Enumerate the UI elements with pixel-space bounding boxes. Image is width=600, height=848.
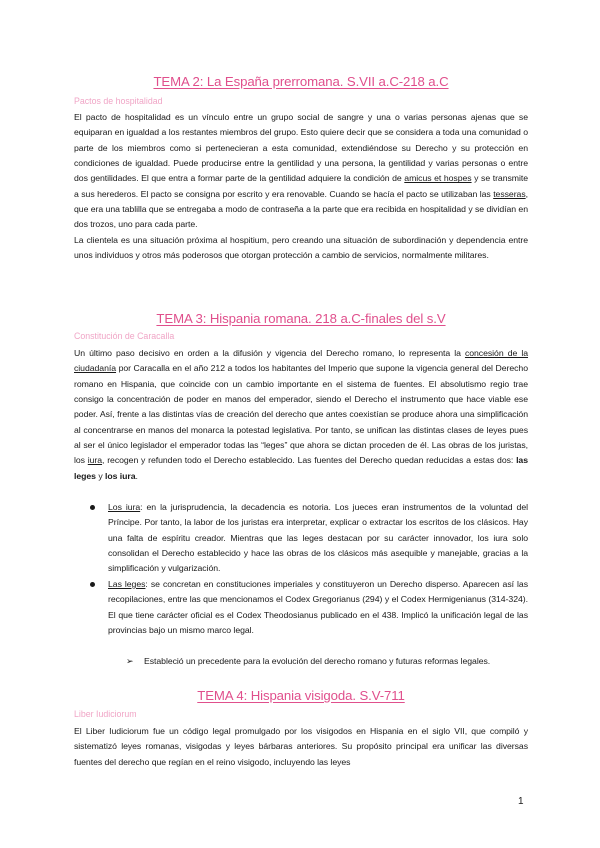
bold-las-leges: las leges [74,455,528,481]
sub-bullet-item [74,654,528,669]
bullet-term: Los iura [108,502,141,512]
term-concesion-ciudadania: concesión de la ciudadanía [74,348,529,374]
tema2-title: TEMA 2: La España prerromana. S.VII a.C-218 a.C [153,74,449,89]
text-run: por Caracalla en el año 212 a todos los habitantes del Imperio que supone la vigencia general del Derecho romano en Hispania, que coincide con un cambio importante en el sistema de fuentes. El absolutismo regio trae consigo la concentración de poder en manos del emperador, siendo el Derecho el instrumento que hace viable ese poder. Así, frente a las distintas vías de creación del derecho que antes coexistían se produce ahora una simplificación al concentrarse en manos del monarca la potestad legislativa. Por tanto, se unifican las distintas clases de leyes pues al ser el único legislador el emperador todas las “leges” que ahora se dictan proceden de él. Las obras de los juristas, los [74,363,528,466]
bullet-text [108,577,528,638]
sub-bullet-text: Estableció un precedente para la evolución del derecho romano y futuras reformas legales. [144,656,491,666]
bold-los-iura: los iura [105,470,136,481]
tema3-body [74,346,528,484]
bullet-dot-icon [90,505,95,510]
text-run: , recogen y refunden todo el Derecho establecido. Las fuentes del Derecho quedan reducidas a estas dos: [102,455,517,466]
text-run: , que era una tablilla que se entregaba a modo de contraseña a la parte que era recibida en hospitalidad y se dividían en dos trozos, uno para cada parte. [74,188,528,230]
text-run: El pacto de hospitalidad es un vínculo entre un grupo social de sangre y una o varias personas ajenas que se equiparan en igualdad a los restantes miembros del grupo. Esto quiere decir que se considera a toda una comunidad o parte de los miembros como si pertenecieran a esta comunidad, extendiéndose su Derecho y su protección en condiciones de igualdad. Puede producirse entre la gentilidad y una persona, la gentilidad y varias personas o entre dos gentilidades. El que entra a formar parte de la gentilidad adquiere la condición de [74,112,528,184]
text-run: : en la jurisprudencia, la decadencia es notoria. Los jueces eran instrumentos de la voluntad del Príncipe. Por tanto, la labor de los juristas era interpretar, explicar o extractar los escritos de los clásicos. Hay una falta de espíritu creador. Mientras que las leges destacan por su carácter innovador, los iura solo consolidan el Derecho establecido y hace las obras de los clásicos más asequible y manejable, gracias a la simplificación y vulgarización. [108,502,528,574]
bullet-term: Las leges [108,579,146,589]
tema3-subheading: Constitución de Caracalla [74,331,175,341]
text-run: y [95,470,105,481]
arrow-bullet-icon: ➢ [126,656,134,666]
bullet-row [74,500,528,577]
bullet-item-iura [74,500,528,577]
tema4-body [74,724,528,770]
text-run: : se concretan en constituciones imperiales y constituyeron un Derecho disperso. Aparecen así las recopilaciones, entre las que mencionamos el Codex Gregorianus (294) y el Codex Hermigenianus (314-324). El que tiene carácter oficial es el Codex Theodosianus publicado en el 438. Implicó la unificación legal de las provincias bajo un mismo marco legal. [108,579,528,636]
text-run: Un último paso decisivo en orden a la difusión y vigencia del Derecho romano, lo representa la [74,348,465,358]
tema4-title: TEMA 4: Hispania visigoda. S.V-711 [197,688,405,703]
tema4-subheading: Liber Iudiciorum [74,709,137,719]
bullet-item-leges [74,577,528,638]
bullet-text [108,500,528,577]
term-amicus-et-hospes: amicus et hospes [404,173,472,184]
tema4-paragraph: El Liber Iudiciorum fue un código legal promulgado por los visigodos en Hispania en el siglo VII, que compiló y sistematizó leyes romanas, visigodas y leyes bárbaras anteriores. Su propósito principal era unificar las diversas fuentes del derecho que regían en el reino visigodo, incluyendo las leyes [74,726,528,767]
page-number: 1 [518,796,524,807]
tema2-body [74,110,528,263]
term-tesseras: tesseras [493,188,526,199]
bullet-row [74,577,528,638]
term-iura: iura [87,455,103,466]
tema3-title: TEMA 3: Hispania romana. 218 a.C-finales del s.V [156,311,446,326]
tema3-paragraph [74,346,528,484]
tema2-subheading: Pactos de hospitalidad [74,96,163,106]
text-run: . [135,470,138,481]
tema2-paragraph-2: La clientela es una situación próxima al hospitium, pero creando una situación de subordinación y dependencia entre unos individuos y otros más poderosos que otorgan protección a cambio de servicios, normalmente militares. [74,234,528,261]
bullet-dot-icon [90,582,95,587]
text-run: y se transmite a sus herederos. El pacto se consigna por escrito y era renovable. Cuando se hacía el pacto se utilizaban las [74,173,528,199]
tema2-paragraph-1 [74,110,528,233]
